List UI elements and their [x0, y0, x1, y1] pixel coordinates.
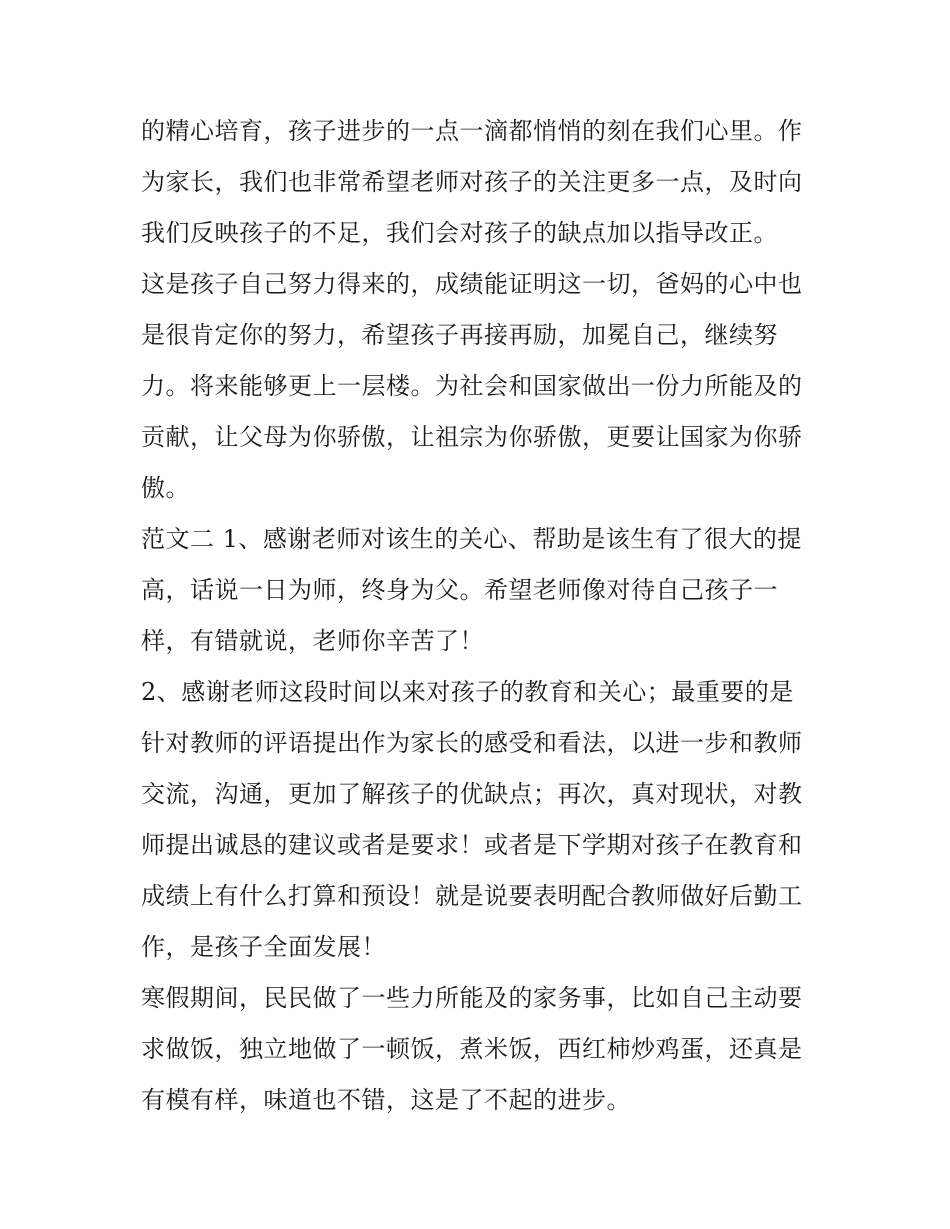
text-line: 样，有错就说，老师你辛苦了！: [141, 627, 484, 655]
text-line: 贡献，让父母为你骄傲，让祖宗为你骄傲，更要让国家为你骄: [141, 423, 803, 451]
text-line: 这是孩子自己努力得来的，成绩能证明这一切，爸妈的心中也: [141, 270, 803, 298]
document-body: [141, 106, 813, 1126]
text-line: 范文二 1、感谢老师对该生的关心、帮助是该生有了很大的提: [141, 525, 802, 553]
text-line: 交流，沟通，更加了解孩子的优缺点；再次，真对现状，对教: [141, 780, 803, 808]
text-line: 2、感谢老师这段时间以来对孩子的教育和关心；最重要的是: [141, 678, 794, 706]
text-line: 针对教师的评语提出作为家长的感受和看法，以进一步和教师: [141, 729, 803, 757]
text-line: 寒假期间，民民做了一些力所能及的家务事，比如自己主动要: [141, 984, 803, 1012]
text-line: 师提出诚恳的建议或者是要求！或者是下学期对孩子在教育和: [141, 831, 803, 859]
text-line: 作，是孩子全面发展！: [141, 933, 386, 961]
text-line: 求做饭，独立地做了一顿饭，煮米饭，西红柿炒鸡蛋，还真是: [141, 1035, 803, 1063]
text-line: 为家长，我们也非常希望老师对孩子的关注更多一点，及时向: [141, 168, 803, 196]
text-line: 高，话说一日为师，终身为父。希望老师像对待自己孩子一: [141, 576, 778, 604]
text-line: 是很肯定你的努力，希望孩子再接再励，加冕自己，继续努: [141, 321, 778, 349]
text-line: 我们反映孩子的不足，我们会对孩子的缺点加以指导改正。: [141, 219, 778, 247]
text-line: 成绩上有什么打算和预设！就是说要表明配合教师做好后勤工: [141, 882, 803, 910]
text-line: 有模有样，味道也不错，这是了不起的进步。: [141, 1086, 631, 1114]
text-line: 的精心培育，孩子进步的一点一滴都悄悄的刻在我们心里。作: [141, 117, 803, 145]
text-line: 傲。: [141, 474, 190, 502]
text-line: 力。将来能够更上一层楼。为社会和国家做出一份力所能及的: [141, 372, 803, 400]
